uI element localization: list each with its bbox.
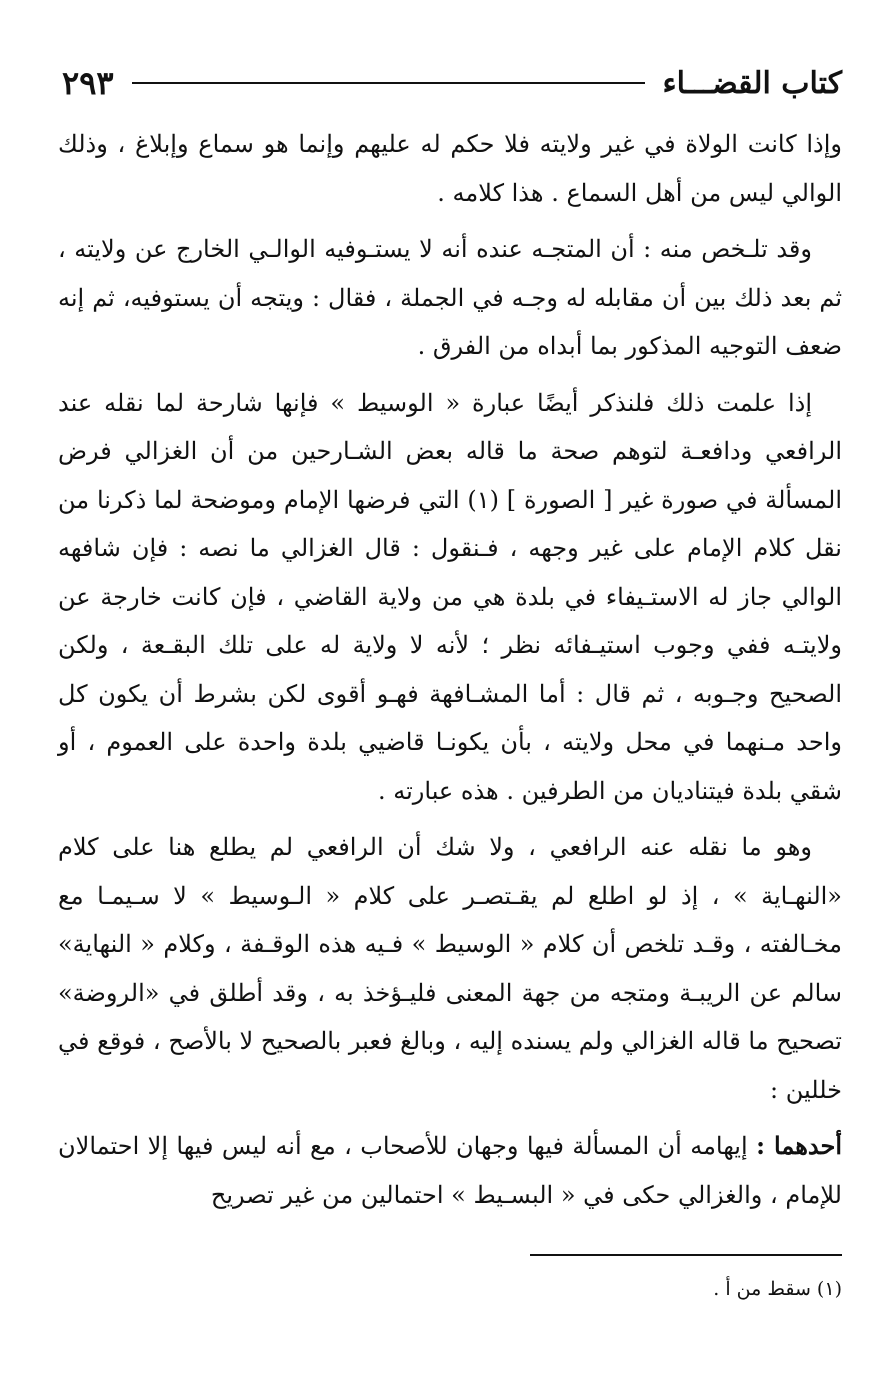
paragraph-text: وهو ما نقله عنه الرافعي ، ولا شك أن الرافعي لم يطلع هنا على كلام «النهـاية » ، إذ لو اطلع لم يقـتصـر على كلام « الـوسيط » لا سـيمـا مع مخـالفته ، وقـد تلخص أن كلام « الوسيط » فـيه هذه الوقـفة ، وكلام « النهاية» سالم عن الريبـة ومتجه من جهة المعنى فليـؤخذ به ، وقد أطلق في «الروضة» تصحيح ما قاله الغزالي ولم يسنده إليه ، وبالغ فعبر بالصحيح لا بالأصح ، فوقع في خللين : <box>58 833 842 1104</box>
paragraph-4 <box>58 823 842 1114</box>
page-number: ٢٩٣ <box>62 64 114 102</box>
paragraph-text: إذا علمت ذلك فلنذكر أيضًا عبارة « الوسيط » فإنها شارحة لما نقله عند الرافعي ودافعـة لتوهم صحة ما قاله بعض الشـارحين من أن الغزالي فرض المسألة في صورة غير [ الصورة ] (١) التي فرضها الإمام وموضحة لما ذكرنا من نقل كلام الإمام على غير وجهه ، فـنقول : قال الغزالي ما نصه : فإن شافهه الوالي جاز له الاستـيفاء في بلدة هي من ولاية القاضي ، فإن كانت خارجة عن ولايتـه ففي وجوب استيـفائه نظر ؛ لأنه لا ولاية له على تلك البقـعة ، ولكن الصحيح وجـوبه ، ثم قال : أما المشـافهة فهـو أقوى لكن بشرط أن يكون كل واحد مـنهما في محل ولايته ، بأن يكونـا قاضيي بلدة واحدة على العموم ، أو شقي بلدة فيتناديان من الطرفين . هذه عبارته . <box>58 388 842 805</box>
paragraph-text: وقد تلـخص منه : أن المتجـه عنده أنه لا يستـوفيه الوالـي الخارج عن ولايته ، ثم بعد ذلك بين أن مقابله له وجـه في الجملة ، فقال : ويتجه أن يستوفيه، ثم إنه ضعف التوجيه المذكور بما أبداه من الفرق . <box>58 235 842 360</box>
paragraph-text: إيهامه أن المسألة فيها وجهان للأصحاب ، مع أنه ليس فيها إلا احتمالان للإمام ، والغزالي حكى في « البسـيط » احتمالين من غير تصريح <box>58 1132 842 1209</box>
paragraph-1 <box>58 120 842 217</box>
footnote: (١) سقط من أ . <box>713 1278 842 1300</box>
page-header <box>62 58 842 108</box>
paragraph-3 <box>58 379 842 816</box>
page-body <box>58 120 842 1219</box>
book-title: كتاب القضـــاء <box>662 65 842 101</box>
footnote-separator <box>530 1254 842 1256</box>
header-rule <box>132 82 645 84</box>
paragraph-5 <box>58 1122 842 1219</box>
paragraph-text: وإذا كانت الولاة في غير ولايته فلا حكم له عليهم وإنما هو سماع وإبلاغ ، وذلك الوالي ليس من أهل السماع . هذا كلامه . <box>58 130 842 207</box>
paragraph-lead: أحدهما : <box>756 1131 842 1160</box>
paragraph-2 <box>58 225 842 371</box>
